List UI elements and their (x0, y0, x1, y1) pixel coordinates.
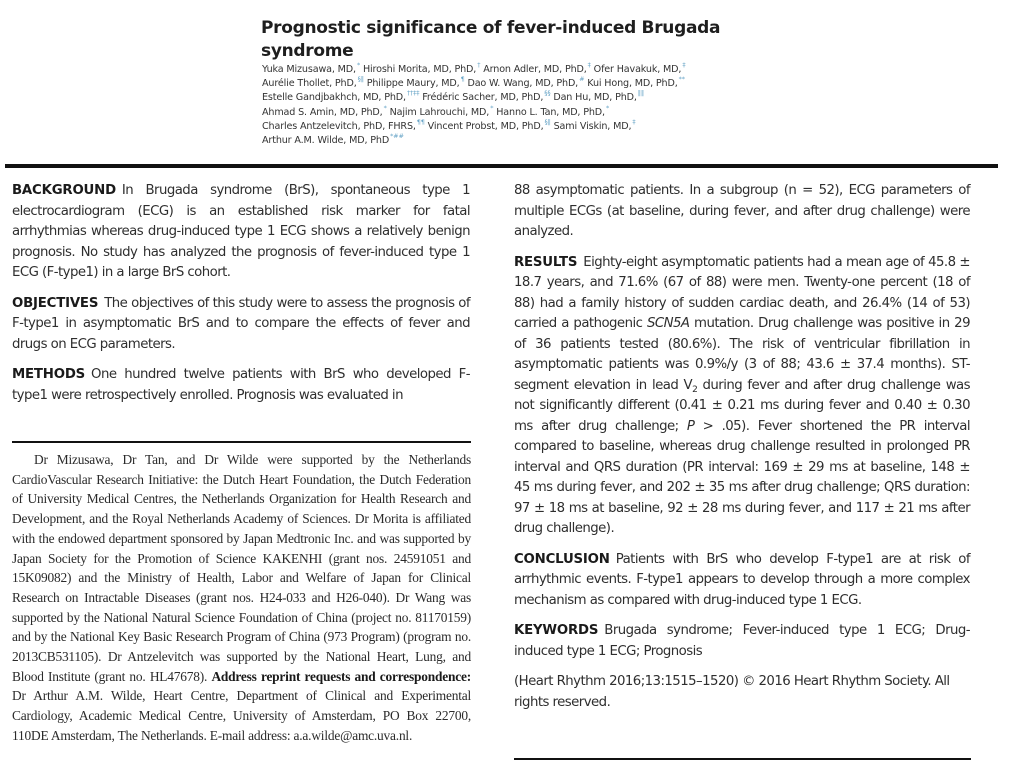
abstract-background (12, 181, 470, 284)
affiliation-mark: # (579, 75, 585, 84)
author-name: Vincent Probst, MD, PhD, (427, 120, 544, 132)
keywords-text: Brugada syndrome; Fever-induced type 1 ECG; Drug-induced type 1 ECG; Prognosis (514, 623, 970, 659)
section-text: In Brugada syndrome (BrS), spontaneous type 1 electrocardiogram (ECG) is an established risk marker for fatal arrhythmias whereas drug-induced type 1 ECG shows a relatively benign prognosis. No study has analyzed the prognosis of fever-induced type 1 ECG (F-type1) in a large BrS cohort. (12, 183, 470, 280)
section-text: Patients with BrS who develop F-type1 are at risk of arrhythmic events. F-type1 appears to develop through a more complex mechanism as compared with drug-induced type 1 ECG. (514, 551, 970, 608)
abstract-end-divider (514, 758, 971, 760)
gene-name: SCN5A (646, 316, 690, 331)
citation: (Heart Rhythm 2016;13:1515–1520) © 2016 Heart Rhythm Society. All rights reserved. (514, 674, 950, 710)
affiliation-mark: *## (390, 132, 404, 141)
affiliation-mark: ††‡‡ (406, 89, 420, 98)
affiliation-mark: ¶¶ (416, 117, 425, 126)
lead-subscript: 2 (692, 384, 698, 395)
header-divider (5, 164, 998, 168)
affiliation-mark: ** (678, 75, 685, 84)
author-name: Philippe Maury, MD, (366, 78, 460, 90)
author-name: Yuka Mizusawa, MD, (262, 64, 356, 75)
author-name: Ahmad S. Amin, MD, PhD, (262, 106, 383, 118)
author-name: Ofer Havakuk, MD, (593, 64, 682, 75)
author-list (262, 63, 762, 148)
abstract-keywords (514, 621, 970, 662)
author-name: Dao W. Wang, MD, PhD, (467, 78, 579, 90)
affiliation-mark: ‖‖ (637, 89, 644, 98)
abstract-conclusion (514, 550, 970, 612)
section-heading: OBJECTIVES (12, 295, 99, 311)
author-name: Hiroshi Morita, MD, PhD, (362, 64, 477, 75)
author-name: Kui Hong, MD, PhD, (587, 78, 678, 90)
affiliation-mark: §‖ (544, 117, 551, 126)
abstract-left-column (12, 181, 470, 416)
author-name: Estelle Gandjbakhch, MD, PhD, (262, 92, 406, 104)
correspondence-label: Address reprint requests and correspondence: (211, 668, 471, 684)
correspondence-text: Dr Arthur A.M. Wilde, Heart Centre, Department of Clinical and Experimental Cardiology, Academic Medical Centre, University of Amsterdam, PO Box 22700, 110DE Amsterdam, The Netherlands. E-mail address: a.a.wilde@amc.uva.nl. (12, 688, 471, 743)
funding-text: Dr Mizusawa, Dr Tan, and Dr Wilde were supported by the Netherlands CardioVascular Research Initiative: the Dutch Heart Foundation, the Dutch Federation of University Medical Centres, the Netherlands Organization for Health Research and Development, and the Royal Netherlands Academy of Sciences. Dr Morita is affiliated with the endowed department sponsored by Japan Medtronic Inc. and was supported by Japan Society for the Promotion of Science KAKENHI (grant nos. 24591051 and 15K09082) and the Ministry of Health, Labor and Welfare of Japan for Clinical Research on Intractable Diseases (grant nos. H24-033 and H26-040). Dr Wang was supported by the National Natural Science Foundation of China (project no. 81170159) and by the National Key Basic Research Program of China (973 Program) (program no. 2013CB531105). Dr Antzelevitch was supported by the National Heart, Lung, and Blood Institute (grant no. HL47678). (12, 452, 471, 684)
abstract-methods-continued (514, 181, 970, 243)
affiliation-mark: † (477, 61, 481, 69)
affiliation-mark: §‖ (357, 75, 364, 84)
affiliation-mark: ‡ (632, 117, 636, 126)
author-name: Najim Lahrouchi, MD, (389, 106, 490, 118)
footnote-divider (12, 441, 471, 443)
author-name: Sami Viskin, MD, (553, 120, 632, 132)
section-heading: CONCLUSION (514, 551, 610, 567)
affiliation-mark: ‡ (682, 61, 686, 69)
section-text: The objectives of this study were to assess the prognosis of F-type1 in asymptomatic BrS and to compare the effects of fever and drugs on ECG parameters. (12, 295, 470, 352)
author-name: Aurélie Thollet, PhD, (262, 78, 357, 90)
abstract-methods (12, 365, 470, 406)
author-name: Dan Hu, MD, PhD, (553, 92, 637, 104)
section-heading: KEYWORDS (514, 623, 599, 638)
section-text: One hundred twelve patients with BrS who developed F-type1 were retrospectively enrolled. Prognosis was evaluated in (12, 367, 470, 403)
abstract-results (514, 253, 970, 540)
affiliation-mark: * (490, 103, 494, 112)
abstract-objectives (12, 294, 470, 356)
section-text: > .05). Fever shortened the PR interval compared to baseline, whereas drug challenge resulted in prolonged PR interval and QRS duration (PR interval: 169 ± 29 ms at baseline, 148 ± 45 ms during fever, and 202 ± 35 ms after drug challenge; QRS duration: 97 ± 18 ms at baseline, 92 ± 28 ms during fever, and 117 ± 21 ms after drug challenge). (514, 418, 970, 536)
article-title: Prognostic significance of fever-induced Brugada syndrome (261, 18, 721, 62)
author-name: Hanno L. Tan, MD, PhD, (496, 106, 605, 118)
abstract-right-column (514, 181, 970, 723)
author-name: Arnon Adler, MD, PhD, (483, 64, 587, 75)
section-text: Eighty-eight asymptomatic patients had a mean age of 45.8 ± 18.7 years, and 71.6% (67 of 88) were men. Twenty-one percent (18 of 88) had a family history of sudden cardiac death, and 26.4% (14 of 53) carried a pathogenic (514, 254, 970, 331)
p-value-symbol: P (686, 418, 695, 434)
section-text: during fever and after drug challenge was not significantly different (0.41 ± 0.21 ms during fever and 0.40 ± 0.30 ms after drug challenge; (514, 377, 971, 434)
author-name: Charles Antzelevitch, PhD, FHRS, (262, 120, 416, 132)
author-name: Frédéric Sacher, MD, PhD, (422, 92, 544, 104)
section-heading: BACKGROUND (12, 183, 116, 198)
funding-footnote (12, 450, 471, 746)
author-name: Arthur A.M. Wilde, MD, PhD (262, 135, 390, 147)
affiliation-mark: * (356, 61, 361, 69)
affiliation-mark: ‡ (587, 61, 591, 69)
affiliation-mark: §§ (544, 89, 551, 98)
affiliation-mark: ¶ (460, 75, 465, 84)
affiliation-mark: * (605, 103, 610, 112)
section-heading: METHODS (12, 367, 86, 382)
section-heading: RESULTS (514, 254, 578, 270)
affiliation-mark: * (383, 103, 387, 112)
section-text: 88 asymptomatic patients. In a subgroup (n = 52), ECG parameters of multiple ECGs (at baseline, during fever, and after drug challenge) were analyzed. (514, 183, 970, 239)
section-text: mutation. Drug challenge was positive in 29 of 36 patients tested (80.6%). The risk of ventricular fibrillation in asymptomatic patients was 0.9%/y (3 of 88; 43.6 ± 37.4 months). ST-segment elevation in lead V (514, 316, 971, 393)
